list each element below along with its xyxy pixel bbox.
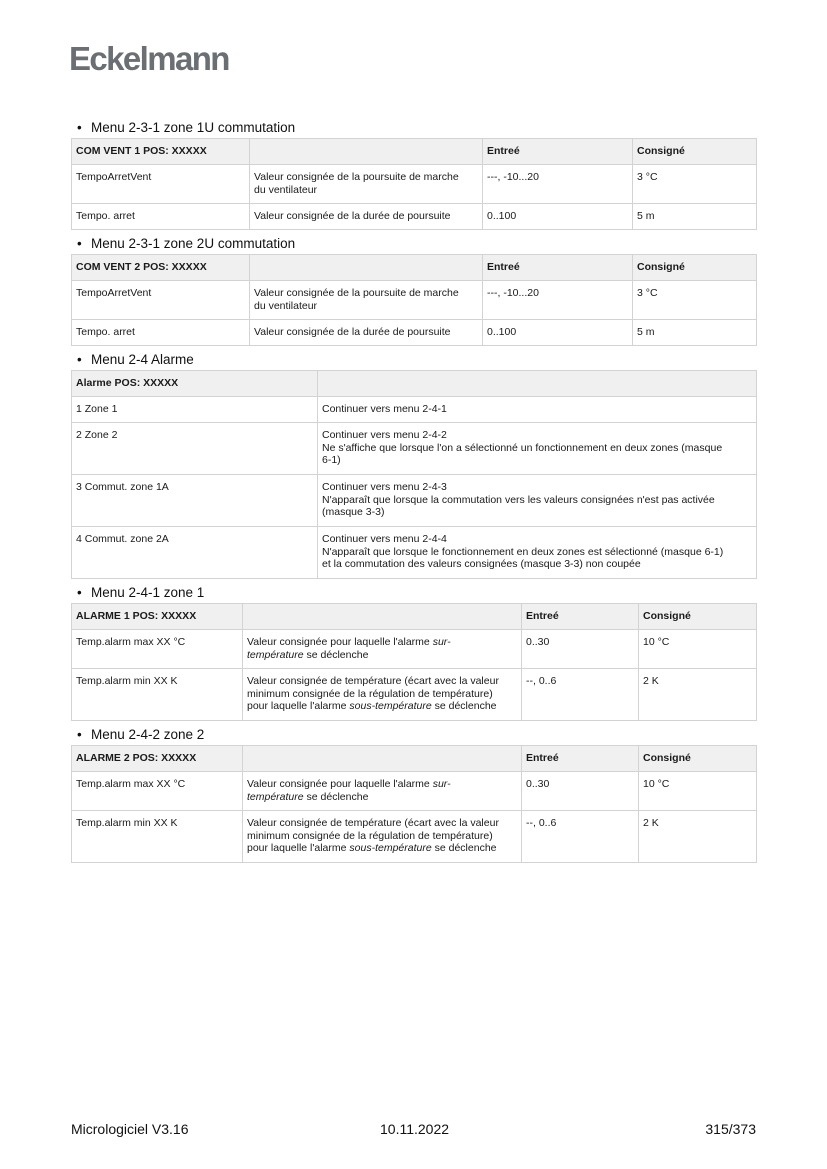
header-cell: Entreé [522,604,639,630]
section-title: • Menu 2-4-1 zone 1 [71,583,756,603]
parameter-table [71,138,757,230]
param-description: Valeur consignée pour laquelle l'alarme sur- température se déclenche [243,630,522,669]
table-row [72,320,757,346]
param-range: ---, -10...20 [483,165,633,204]
param-name: Temp.alarm max XX °C [72,630,243,669]
table-row [72,669,757,721]
bullet-icon: • [77,236,82,251]
param-description: Valeur consignée de la durée de poursuite [250,320,483,346]
menu-item: 2 Zone 2 [72,423,318,475]
param-default: 5 m [633,320,757,346]
alarm-table [71,745,757,863]
bullet-icon: • [77,352,82,367]
param-range: 0..100 [483,204,633,230]
param-default: 3 °C [633,165,757,204]
param-name: Temp.alarm min XX K [72,811,243,863]
table-header-row [72,139,757,165]
menu-item: 4 Commut. zone 2A [72,527,318,579]
table-row [72,772,757,811]
param-name: Tempo. arret [72,320,250,346]
param-default: 3 °C [633,281,757,320]
param-default: 5 m [633,204,757,230]
table-row [72,165,757,204]
header-cell: Entreé [483,139,633,165]
menu-description: Continuer vers menu 2-4-2 Ne s'affiche que lorsque l'on a sélectionné un fonctionnement en deux zones (masque 6-1) [318,423,757,475]
table-row [72,423,757,475]
footer-firmware-version: Micrologiciel V3.16 [71,1121,189,1137]
footer-date: 10.11.2022 [380,1121,450,1137]
alarm-table [71,603,757,721]
header-cell: Alarme POS: XXXXX [72,371,318,397]
header-cell: Consigné [633,255,757,281]
parameter-table [71,254,757,346]
param-name: TempoArretVent [72,281,250,320]
param-range: ---, -10...20 [483,281,633,320]
param-range: 0..100 [483,320,633,346]
header-cell: COM VENT 2 POS: XXXXX [72,255,250,281]
param-description: Valeur consignée de la poursuite de marche du ventilateur [250,165,483,204]
param-default: 2 K [639,669,757,721]
param-range: 0..30 [522,772,639,811]
company-logo: Eckelmann [69,40,229,77]
param-name: Tempo. arret [72,204,250,230]
header-cell [243,604,522,630]
table-row [72,281,757,320]
header-cell: ALARME 2 POS: XXXXX [72,746,243,772]
header-cell: COM VENT 1 POS: XXXXX [72,139,250,165]
menu-item: 3 Commut. zone 1A [72,475,318,527]
bullet-icon: • [77,727,82,742]
bullet-icon: • [77,585,82,600]
menu-table [71,370,757,579]
param-default: 10 °C [639,630,757,669]
param-range: 0..30 [522,630,639,669]
param-name: TempoArretVent [72,165,250,204]
param-description: Valeur consignée de température (écart avec la valeur minimum consignée de la régulation de température) pour laquelle l'alarme sous-température se déclenche [243,811,522,863]
header-cell: Entreé [522,746,639,772]
param-name: Temp.alarm min XX K [72,669,243,721]
table-header-row [72,255,757,281]
menu-item: 1 Zone 1 [72,397,318,423]
header-cell: ALARME 1 POS: XXXXX [72,604,243,630]
param-default: 2 K [639,811,757,863]
param-default: 10 °C [639,772,757,811]
menu-description: Continuer vers menu 2-4-3 N'apparaît que lorsque la commutation vers les valeurs consignées n'est pas activée (masque 3-3) [318,475,757,527]
table-header-row [72,604,757,630]
header-cell: Consigné [633,139,757,165]
header-cell [250,255,483,281]
table-row [72,527,757,579]
header-cell: Consigné [639,746,757,772]
table-row [72,204,757,230]
table-row [72,630,757,669]
param-description: Valeur consignée de la durée de poursuite [250,204,483,230]
header-cell [250,139,483,165]
bullet-icon: • [77,120,82,135]
table-row [72,811,757,863]
header-cell [318,371,757,397]
param-description: Valeur consignée de la poursuite de marche du ventilateur [250,281,483,320]
param-description: Valeur consignée pour laquelle l'alarme sur- température se déclenche [243,772,522,811]
table-row [72,397,757,423]
section-title: • Menu 2-3-1 zone 1U commutation [71,118,756,138]
param-range: --, 0..6 [522,811,639,863]
document-content [71,118,756,867]
table-row [72,475,757,527]
section-title: • Menu 2-4-2 zone 2 [71,725,756,745]
header-cell [243,746,522,772]
menu-description: Continuer vers menu 2-4-1 [318,397,757,423]
table-header-row [72,371,757,397]
menu-description: Continuer vers menu 2-4-4 N'apparaît que lorsque le fonctionnement en deux zones est sélectionné (masque 6-1) et la commutation des valeurs consignées (masque 3-3) non coupée [318,527,757,579]
header-cell: Consigné [639,604,757,630]
section-title: • Menu 2-4 Alarme [71,350,756,370]
param-name: Temp.alarm max XX °C [72,772,243,811]
footer-page-number: 315/373 [705,1121,756,1137]
table-header-row [72,746,757,772]
param-description: Valeur consignée de température (écart avec la valeur minimum consignée de la régulation de température) pour laquelle l'alarme sous-température se déclenche [243,669,522,721]
header-cell: Entreé [483,255,633,281]
param-range: --, 0..6 [522,669,639,721]
section-title: • Menu 2-3-1 zone 2U commutation [71,234,756,254]
